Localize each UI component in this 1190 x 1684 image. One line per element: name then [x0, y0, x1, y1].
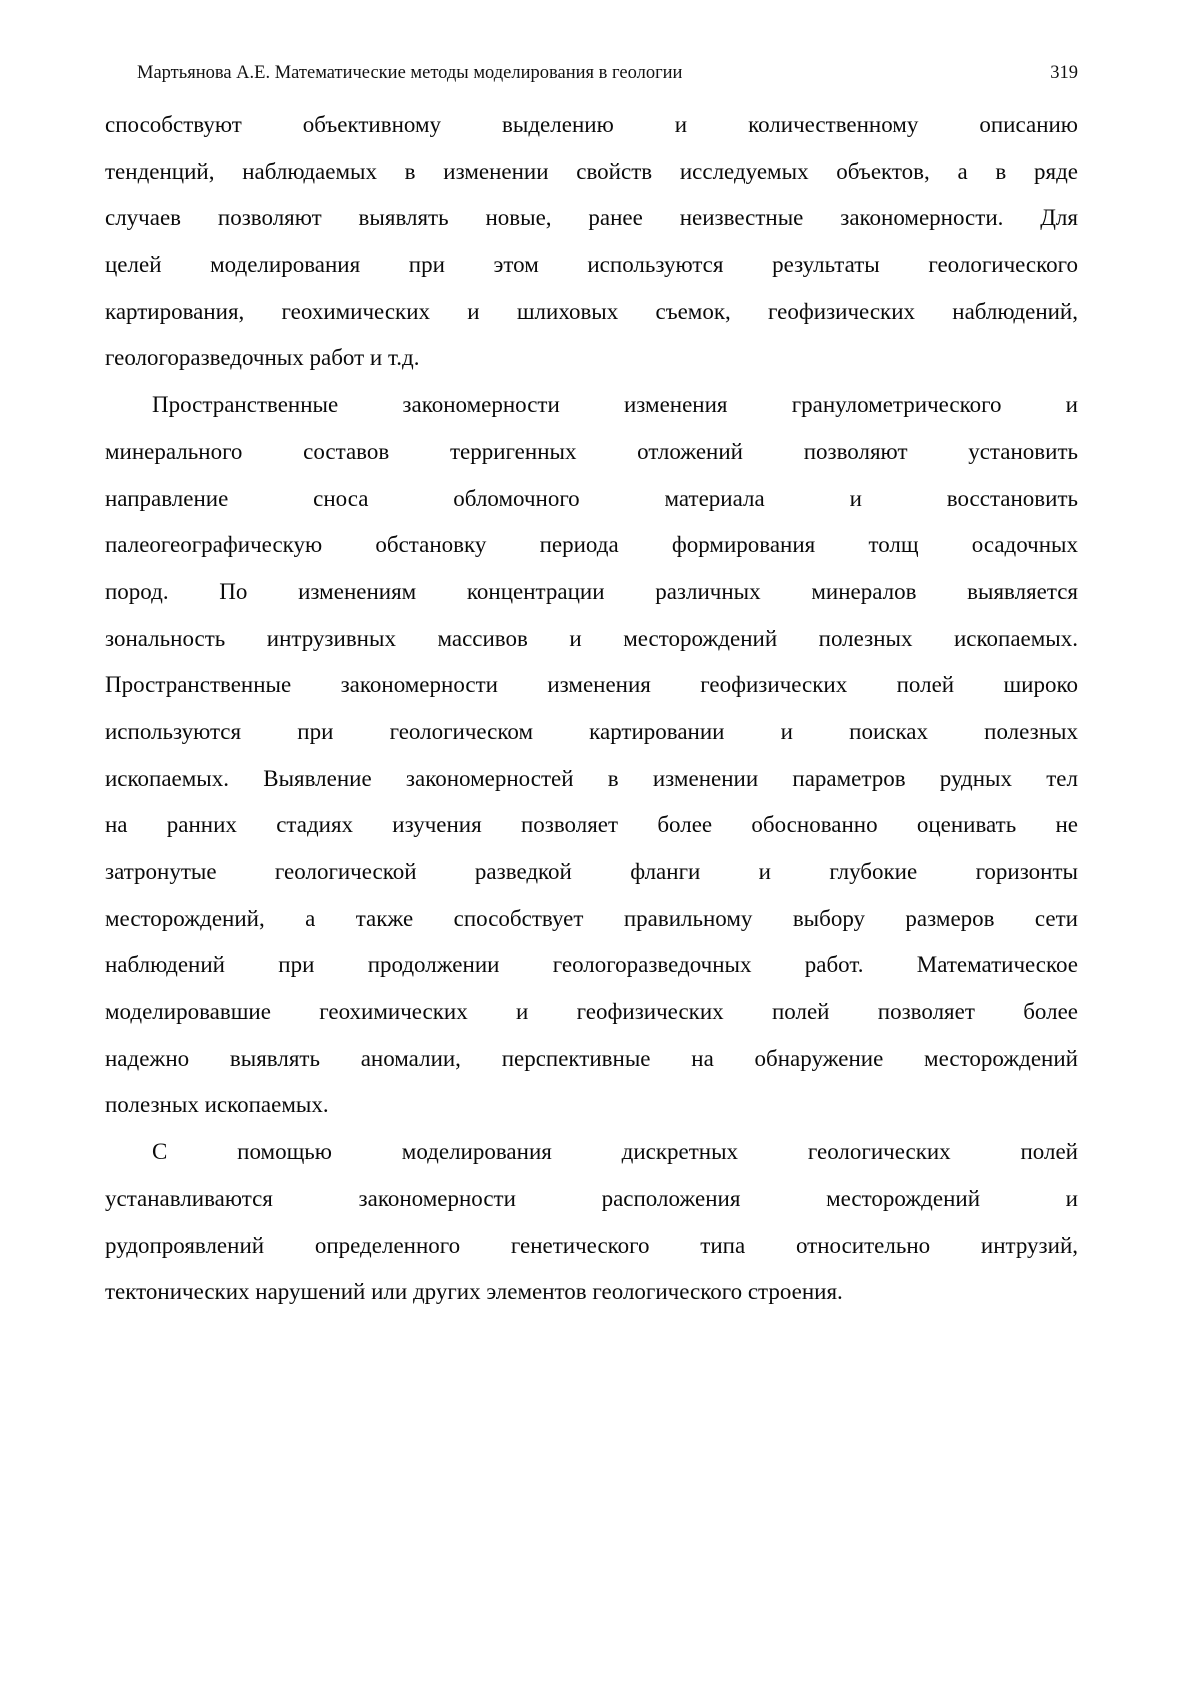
- page-header: [105, 61, 1078, 85]
- text-line: палеогеографическую обстановку периода формирования толщ осадочных: [105, 532, 1078, 558]
- running-title: Мартьянова А.Е. Математические методы моделирования в геологии: [137, 63, 683, 83]
- text-line: пород. По изменениям концентрации различных минералов выявляется: [105, 578, 1078, 604]
- text-line: тенденций, наблюдаемых в изменении свойств исследуемых объектов, а в ряде: [105, 158, 1078, 184]
- text-line: Пространственные закономерности изменения геофизических полей широко: [105, 672, 1078, 698]
- text-line: моделировавшие геохимических и геофизических полей позволяет более: [105, 999, 1078, 1025]
- text-line: рудопроявлений определенного генетического типа относительно интрузий,: [105, 1232, 1078, 1258]
- text-line: тектонических нарушений или других элементов геологического строения.: [105, 1279, 843, 1305]
- text-line: случаев позволяют выявлять новые, ранее неизвестные закономерности. Для: [105, 205, 1078, 231]
- text-line: С помощью моделирования дискретных геологических полей: [152, 1139, 1078, 1165]
- text-line: минерального составов терригенных отложений позволяют установить: [105, 438, 1078, 464]
- text-line: направление сноса обломочного материала и восстановить: [105, 485, 1078, 511]
- text-line: надежно выявлять аномалии, перспективные на обнаружение месторождений: [105, 1045, 1078, 1071]
- text-line: полезных ископаемых.: [105, 1092, 329, 1118]
- paragraph: [105, 102, 1078, 382]
- text-line: геологоразведочных работ и т.д.: [105, 345, 420, 371]
- text-line: целей моделирования при этом используются результаты геологического: [105, 252, 1078, 278]
- paragraph: [105, 382, 1078, 1129]
- paragraph: [105, 1129, 1078, 1316]
- page-body: [105, 102, 1078, 1316]
- text-line: на ранних стадиях изучения позволяет более обоснованно оценивать не: [105, 812, 1078, 838]
- text-line: зональность интрузивных массивов и месторождений полезных ископаемых.: [105, 625, 1078, 651]
- text-line: месторождений, а также способствует правильному выбору размеров сети: [105, 905, 1078, 931]
- text-line: Пространственные закономерности изменения гранулометрического и: [152, 392, 1078, 418]
- text-line: способствуют объективному выделению и количественному описанию: [105, 112, 1078, 137]
- text-line: затронутые геологической разведкой фланги и глубокие горизонты: [105, 859, 1078, 884]
- text-line: устанавливаются закономерности расположения месторождений и: [105, 1185, 1078, 1211]
- text-line: используются при геологическом картировании и поисках полезных: [105, 718, 1078, 744]
- text-line: ископаемых. Выявление закономерностей в изменении параметров рудных тел: [105, 765, 1078, 791]
- text-line: картирования, геохимических и шлиховых съемок, геофизических наблюдений,: [105, 298, 1078, 324]
- text-line: наблюдений при продолжении геологоразведочных работ. Математическое: [105, 952, 1078, 978]
- page-number: 319: [1050, 63, 1078, 83]
